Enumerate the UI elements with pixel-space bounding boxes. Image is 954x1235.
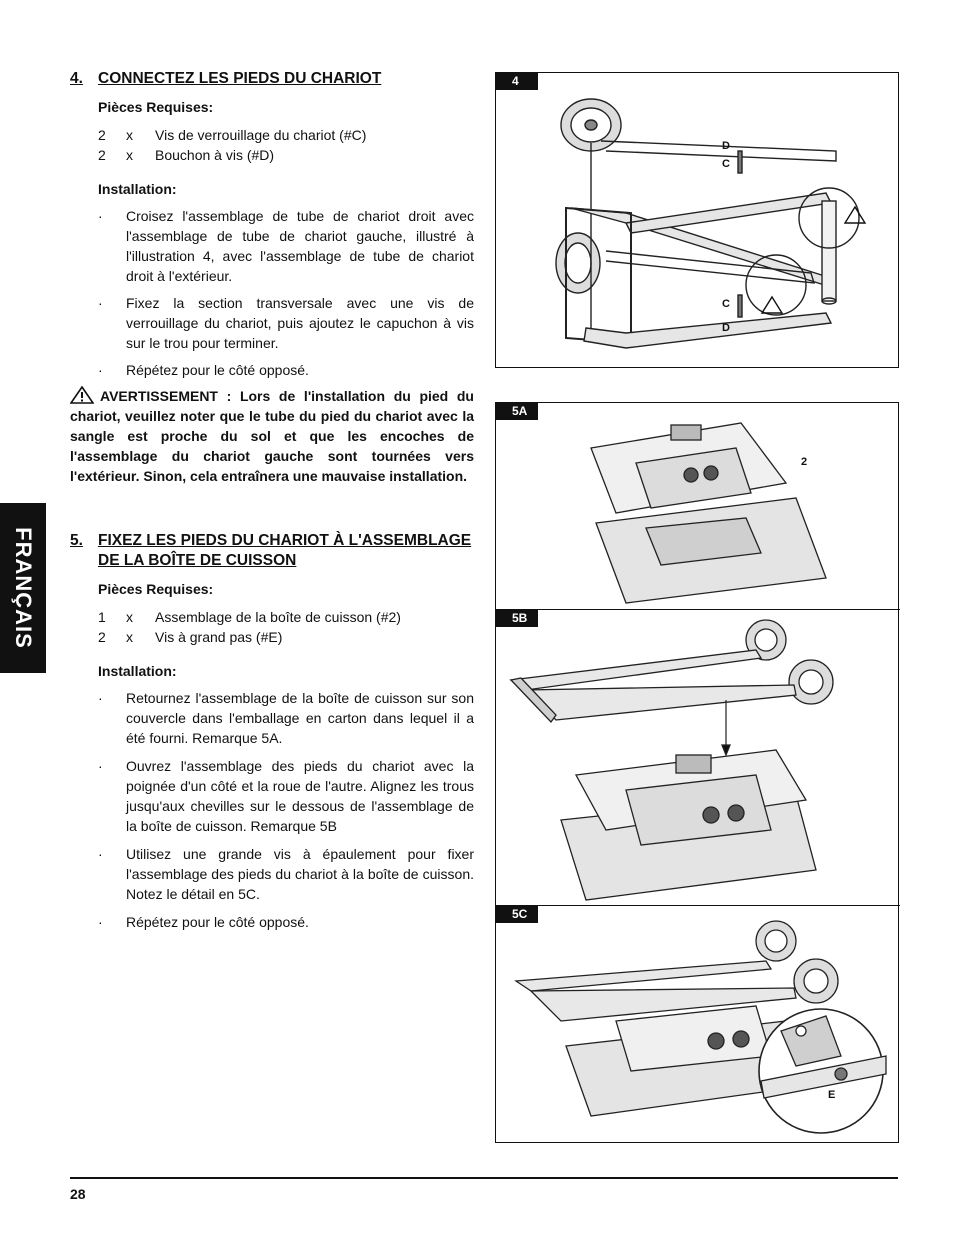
section-5-parts-list [98, 607, 474, 647]
figure-4-illustration [496, 73, 900, 369]
section-4 [70, 69, 474, 486]
figure-4-label: 4 [496, 73, 538, 90]
part-item: 2 x Bouchon à vis (#D) [98, 147, 275, 163]
figure-5c-illustration [496, 906, 900, 1144]
section-5-install-heading: Installation: [98, 663, 177, 679]
footer-rule [70, 1177, 898, 1179]
figure-5b-label: 5B [496, 610, 538, 627]
section-4-heading: 4. CONNECTEZ LES PIEDS DU CHARIOT [70, 70, 382, 87]
callout-c: C [722, 298, 730, 310]
callout-2: 2 [801, 456, 808, 468]
figure-5b-illustration [496, 610, 900, 905]
figure-4 [495, 72, 899, 368]
install-step: · Croisez l'assemblage de tube de chariot droit avec l'assemblage de tube de chariot gauche, illustré à l'illustration 4, avec l'assemblage de tube de chariot droit à l'extérieur. [98, 208, 474, 284]
section-5 [70, 531, 474, 932]
language-tab-label: FRANÇAIS [11, 527, 36, 649]
callout-c: C [722, 158, 730, 170]
install-step: · Répétez pour le côté opposé. [98, 914, 309, 930]
section-5-title-line1: FIXEZ LES PIEDS DU CHARIOT À L'ASSEMBLAGE [98, 532, 472, 549]
callout-e: E [828, 1089, 836, 1101]
callout-d: D [722, 322, 730, 334]
install-step: · Répétez pour le côté opposé. [98, 362, 309, 378]
warning-icon [70, 386, 94, 404]
warning-text: AVERTISSEMENT : Lors de l'installation du pied du chariot, veuillez noter que le tube du pied du chariot avec la sangle est proche du sol et que les encoches de l'assemblage du chariot gauche sont tournées vers l'extérieur. Sinon, cela entraînera une mauvaise installation. [70, 388, 474, 484]
section-5-heading: 5. FIXEZ LES PIEDS DU CHARIOT À L'ASSEMBLAGE DE LA BOÎTE DE CUISSON [70, 532, 472, 569]
figure-5a-illustration [496, 403, 900, 609]
section-5-parts-heading: Pièces Requises: [98, 581, 214, 597]
warning-icon [845, 207, 865, 223]
part-item: 1 x Assemblage de la boîte de cuisson (#2) [98, 609, 401, 625]
install-step: · Ouvrez l'assemblage des pieds du chariot avec la poignée d'un côté et la roue de l'autre. Alignez les trous jusqu'aux chevilles sur le dessous de l'assemblage de la boîte de cuisson. Remarque 5B [98, 758, 474, 834]
callout-d: D [722, 140, 730, 152]
figure-5 [495, 402, 899, 1143]
section-5-title-line2: DE LA BOÎTE DE CUISSON [98, 552, 297, 569]
install-step: · Fixez la section transversale avec une vis de verrouillage du chariot, puis ajoutez le capuchon à vis sur le trou pour terminer. [98, 295, 474, 351]
section-4-title: CONNECTEZ LES PIEDS DU CHARIOT [98, 70, 382, 87]
warning-icon [762, 297, 782, 313]
figure-5a-label: 5A [496, 403, 538, 420]
install-step: · Utilisez une grande vis à épaulement pour fixer l'assemblage des pieds du chariot à la boîte de cuisson. Notez le détail en 5C. [98, 846, 474, 902]
section-4-parts-list [98, 125, 474, 165]
part-item: 2 x Vis à grand pas (#E) [98, 629, 283, 645]
page-number: 28 [70, 1186, 86, 1202]
section-4-parts-heading: Pièces Requises: [98, 99, 214, 115]
section-4-install-heading: Installation: [98, 181, 177, 197]
warning-note [70, 386, 474, 486]
part-item: 2 x Vis de verrouillage du chariot (#C) [98, 127, 367, 143]
language-side-tab [0, 503, 46, 673]
figure-5c-label: 5C [496, 906, 538, 923]
install-step: · Retournez l'assemblage de la boîte de cuisson sur son couvercle dans l'emballage en carton dans lequel il a été fourni. Remarque 5A. [98, 690, 474, 746]
